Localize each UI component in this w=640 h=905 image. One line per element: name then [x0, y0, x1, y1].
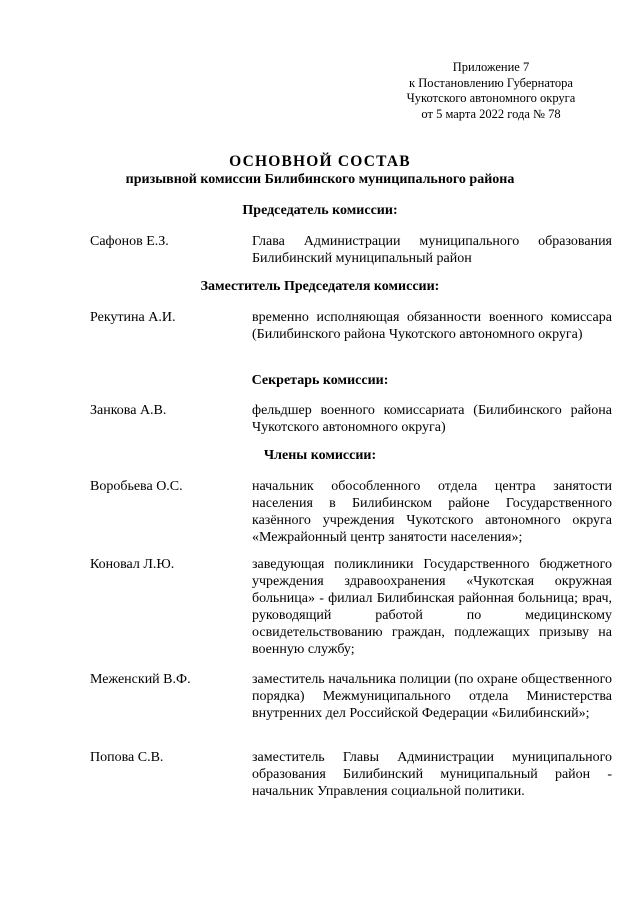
member-name: Меженский В.Ф. [90, 672, 191, 687]
section-heading-chairman: Председатель комиссии: [242, 203, 398, 218]
section-heading-members: Члены комиссии: [263, 448, 377, 463]
appendix-block [396, 60, 586, 122]
appendix-line: Чукотского автономного округа [406, 91, 576, 105]
document-subtitle: призывной комиссии Билибинского муниципального района [125, 172, 515, 187]
member-role: Глава Администрации муниципального образования Билибинский муниципальный район [252, 234, 612, 266]
member-name: Занкова А.В. [90, 403, 167, 418]
appendix-line: от 5 марта 2022 года № 78 [421, 106, 561, 121]
appendix-line: к Постановлению Губернатора [409, 75, 573, 90]
member-name: Воробьева О.С. [90, 479, 183, 494]
member-name: Сафонов Е.З. [90, 234, 169, 249]
member-role: заместитель Главы Администрации муниципального образования Билибинский муниципальный район - начальник Управления социальной политики. [252, 750, 612, 799]
document-title: ОСНОВНОЙ СОСТАВ [229, 153, 411, 170]
section-heading-deputy: Заместитель Председателя комиссии: [200, 279, 440, 294]
member-role: фельдшер военного комиссариата (Билибинского района Чукотского автономного округа) [252, 403, 612, 435]
member-name: Коновал Л.Ю. [90, 557, 175, 572]
member-role: начальник обособленного отдела центра занятости населения в Билибинском районе Государственного казённого учреждения Чукотского автономного округа «Межрайонный центр занятости населения»; [252, 479, 612, 545]
member-role: заместитель начальника полиции (по охране общественного порядка) Межмуниципального отдела Министерства внутренних дел Российской Федерации «Билибинский»; [252, 672, 612, 721]
member-name: Попова С.В. [90, 750, 164, 765]
member-role: временно исполняющая обязанности военного комиссара (Билибинского района Чукотского автономного округа) [252, 310, 612, 342]
member-role: заведующая поликлиники Государственного бюджетного учреждения здравоохранения «Чукотская окружная больница» - филиал Билибинская районная больница; врач, руководящий работой по медицинскому освидетельствованию граждан, подлежащих призыву на военную службу; [252, 557, 612, 657]
appendix-line: Приложение 7 [452, 60, 530, 74]
section-heading-secretary: Секретарь комиссии: [251, 373, 389, 388]
member-name: Рекутина А.И. [90, 310, 176, 325]
